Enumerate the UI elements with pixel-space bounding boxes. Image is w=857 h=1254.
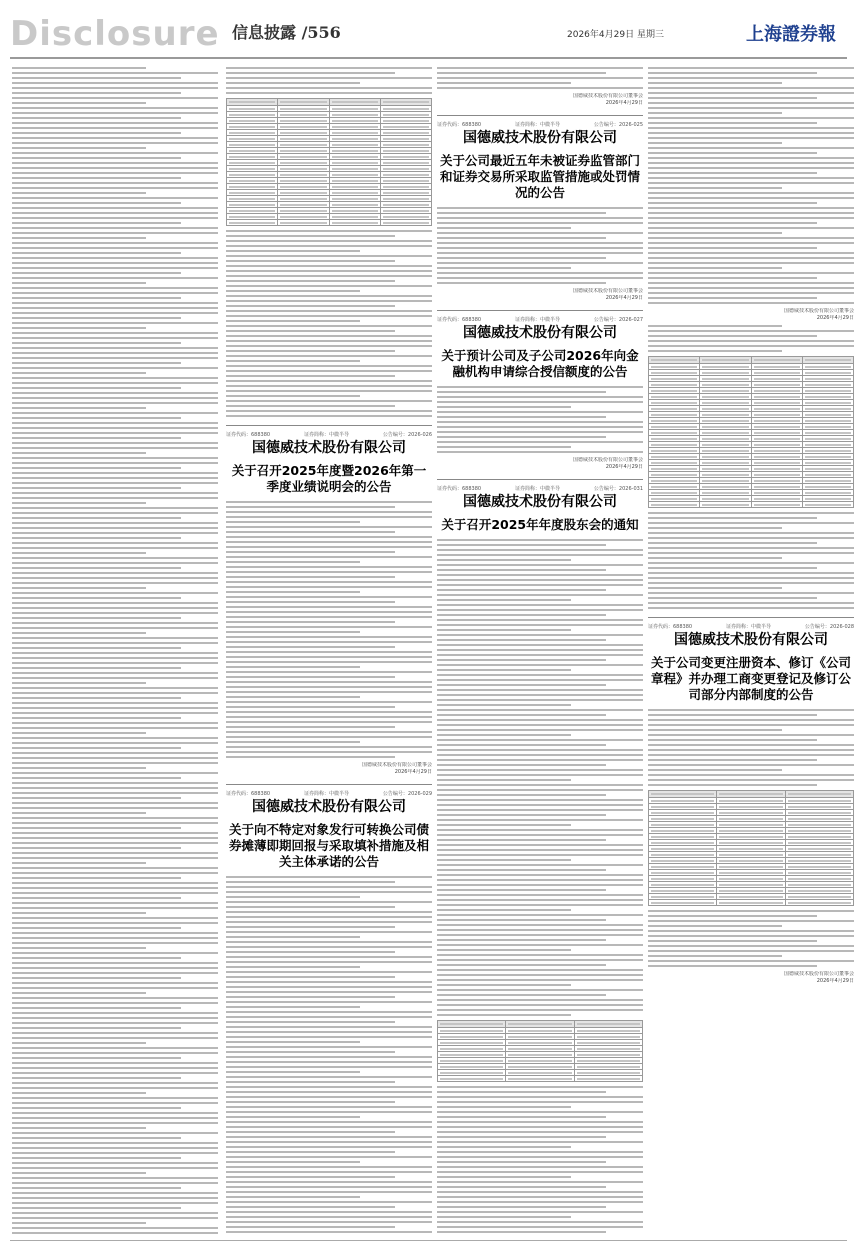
board-signature: 国德威技术股份有限公司董事会 [572,457,643,463]
board-signature: 国德威技术股份有限公司董事会 [783,308,854,314]
body-text-block [437,67,643,89]
announcement-meta [437,316,643,323]
signature-date: 2026年4月29日 [605,295,643,301]
brand-logo: Disclosure [10,14,220,54]
body-text-block [226,876,432,1233]
signature-date: 2026年4月29日 [816,978,854,984]
stock-code: 证券代码：688380 [437,317,482,323]
company-name: 国德威技术股份有限公司 [252,799,406,815]
announcement-title: 关于召开2025年年度股东会的通知 [441,517,639,532]
body-text-block [648,512,854,609]
proposal-table [437,1020,643,1082]
body-text-block [226,67,432,94]
stock-code: 证券代码：688380 [437,122,482,128]
announcement-title: 关于公司变更注册资本、修订《公司章程》并办理工商变更登记及修订公司部分内部制度的公告 [650,655,851,702]
signature-date: 2026年4月29日 [605,464,643,470]
company-name: 国德威技术股份有限公司 [463,325,617,341]
body-text-block [648,910,854,967]
announcement-regulatory-status [437,121,643,302]
section-divider [648,617,854,618]
section-divider [437,115,643,116]
stock-short-name: 证券简称：中微半导 [515,122,561,128]
announcement-credit-lines [437,316,643,471]
signature-date: 2026年4月29日 [394,769,432,775]
signature-date: 2026年4月29日 [816,315,854,321]
stock-code: 证券代码：688380 [648,624,693,630]
newspaper-name: 上海證券報 [746,24,836,45]
company-name: 国德威技术股份有限公司 [674,632,828,648]
body-text-block [648,709,854,786]
announcement-convertible-bonds [226,790,432,1233]
masthead-rule [10,57,847,59]
notice-number: 公告编号：2026-026 [382,432,432,438]
section-divider [437,479,643,480]
section-divider [437,310,643,311]
column-2 [226,64,432,1234]
announcement-meta [226,431,432,438]
body-text-block [226,501,432,758]
board-signature: 国德威技术股份有限公司董事会 [361,762,432,768]
stock-code: 证券代码：688380 [226,791,271,797]
announcement-registered-capital [648,623,854,985]
stock-code: 证券代码：688380 [226,432,271,438]
company-name: 国德威技术股份有限公司 [463,494,617,510]
announcement-meta [226,790,432,797]
body-text-block [12,67,218,1234]
announcement-title: 关于预计公司及子公司2026年向金融机构申请综合授信额度的公告 [441,348,639,379]
column-3 [437,64,643,1234]
body-text-block [437,539,643,1016]
signature-date: 2026年4月29日 [605,100,643,106]
notice-number: 公告编号：2026-027 [593,317,643,323]
announcement-title: 关于向不特定对象发行可转换公司债券摊薄即期回报与采取填补措施及相关主体承诺的公告 [228,822,429,869]
company-name: 国德威技术股份有限公司 [463,130,617,146]
announcement-shareholders-meeting [437,485,643,1234]
body-text-block [648,325,854,352]
announcement-meta [437,485,643,492]
notice-number: 公告编号：2026-025 [593,122,643,128]
stock-code: 证券代码：688380 [437,486,482,492]
announcement-title: 关于召开2025年度暨2026年第一季度业绩说明会的公告 [231,463,427,494]
body-text-block [226,230,432,417]
column-1 [12,64,218,1234]
section-title: 信息披露 /556 [232,23,341,42]
company-name: 国德威技术股份有限公司 [252,440,406,456]
data-table [226,98,432,226]
announcement-business-briefing [226,431,432,776]
amendment-table [648,790,854,906]
notice-number: 公告编号：2026-028 [804,624,854,630]
body-text-block [437,386,643,453]
proxy-form-table [648,356,854,508]
body-text-block [648,67,854,304]
notice-number: 公告编号：2026-029 [382,791,432,797]
board-signature: 国德威技术股份有限公司董事会 [572,288,643,294]
announcement-title: 关于公司最近五年未被证券监管部门和证券交易所采取监管措施或处罚情况的公告 [439,153,640,200]
board-signature: 国德威技术股份有限公司董事会 [783,971,854,977]
stock-short-name: 证券简称：中微半导 [515,317,561,323]
notice-number: 公告编号：2026-031 [593,486,643,492]
column-4 [648,64,854,1234]
issue-date: 2026年4月29日 星期三 [567,30,664,40]
announcement-meta [437,121,643,128]
section-divider [226,425,432,426]
body-text-block [437,207,643,284]
stock-short-name: 证券简称：中微半导 [304,432,350,438]
stock-short-name: 证券简称：中微半导 [726,624,772,630]
masthead [0,0,857,64]
section-divider [226,784,432,785]
announcement-meta [648,623,854,630]
body-text-block [437,1086,643,1234]
footer-rule [10,1240,847,1241]
stock-short-name: 证券简称：中微半导 [515,486,561,492]
stock-short-name: 证券简称：中微半导 [304,791,350,797]
board-signature: 国德威技术股份有限公司董事会 [572,93,643,99]
